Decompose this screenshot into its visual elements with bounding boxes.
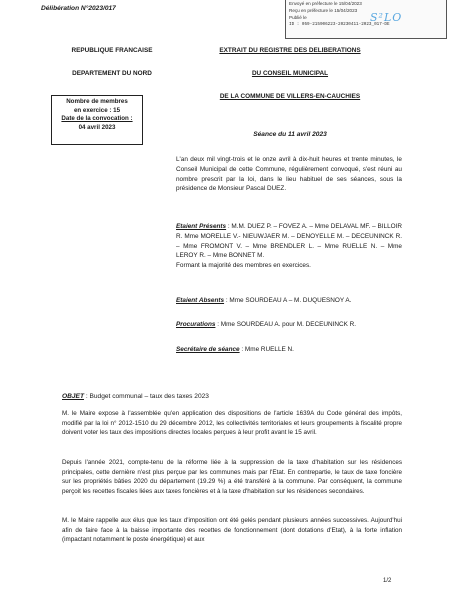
republic-heading: REPUBLIQUE FRANCAISE	[71, 47, 153, 54]
secretary-text: : Mme RUELLE N.	[239, 346, 294, 353]
presents-label: Etaient Présents	[176, 223, 227, 230]
body-paragraph-3: M. le Maire rappelle aux élus que les taux d'imposition ont été gelés pendant plusieurs années successives. Aujourd'hui afin de faire face à la baisse importante des recettes de fonctionnement (dont dotations d'Etat), à la forte inflation (impactant notamment le poste énergétique) et aux	[62, 517, 402, 544]
intro-paragraph: L'an deux mil vingt-trois et le onze avril à dix-huit heures et trente minutes, le Conseil Municipal de cette Commune, régulièrement convoqué, s'est réuni au nombre prescrit par la loi, dans le lieu habituel de ses séances, sous la présidence de Monsieur Pascal DUEZ.	[176, 156, 402, 193]
stamp-line-sent: Envoyé en préfecture le 15/04/2023	[289, 1, 362, 6]
secretary-block	[176, 345, 402, 355]
deliberation-number: Délibération N°2023/017	[41, 5, 116, 12]
stamp-id: ID : 059-215906223-20230411-2023_017-DE	[289, 22, 390, 27]
council-heading: DU CONSEIL MUNICIPAL	[251, 70, 329, 77]
presents-text: : M.M. DUEZ P. – FOVEZ A. – Mme DELAVAL MF. – BILLOIR R. Mme MORELLE V.- NIEUWJAER M. – DENOYELLE M. – DECEUNINCK R. – Mme FROMONT V. – Mme BRENDLER L. – Mme RUELLE N. – Mme LEROY R. – Mme BONNET M.	[176, 223, 402, 260]
commune-heading: DE LA COMMUNE DE VILLERS-EN-CAUCHIES	[219, 93, 361, 100]
convocation-label: Date de la convocation :	[61, 115, 133, 123]
members-label: Nombre de membres	[66, 98, 128, 105]
absents-label: Etaient Absents	[176, 297, 225, 304]
procurations-label: Procurations	[176, 321, 216, 328]
absents-block	[176, 296, 402, 306]
page-number: 1/2	[383, 578, 392, 584]
stamp-line-published: Publié le	[289, 15, 307, 20]
slo-signature-logo: S²LO	[370, 11, 403, 24]
objet-line	[62, 393, 209, 400]
stamp-line-received: Reçu en préfecture le 15/04/2023	[289, 8, 358, 13]
department-heading: DEPARTEMENT DU NORD	[72, 70, 152, 77]
members-info-box	[51, 95, 143, 145]
objet-label: OBJET	[62, 393, 84, 400]
secretary-label: Secrétaire de séance	[176, 346, 240, 353]
majority-text: Formant la majorité des membres en exercices.	[176, 262, 311, 270]
body-paragraph-2: Depuis l'année 2021, compte-tenu de la réforme liée à la suppression de la taxe d'habitation sur les résidences principales, cette dernière n'est plus perçue par les communes mais par l'Etat. En contrepartie, le taux de taxe foncière sur les propriétés bâties 2020 du département (19.29 %) a été transféré à la commune. Par conséquent, la commune perçoit les recettes fiscales liées aux taxes foncières et à la taxe d'habitation sur les résidences secondaires.	[62, 459, 402, 495]
prefecture-stamp	[285, 0, 447, 39]
procurations-text: : Mme SOURDEAU A. pour M. DECEUNINCK R.	[215, 321, 357, 328]
register-extract-heading: EXTRAIT DU REGISTRE DES DELIBERATIONS	[219, 47, 361, 54]
absents-text: : Mme SOURDEAU A – M. DUQUESNOY A.	[224, 297, 352, 304]
objet-text: : Budget communal – taux des taxes 2023	[83, 393, 209, 400]
body-paragraph-1: M. le Maire expose à l'assemblée qu'en application des dispositions de l'article 1639A du Code général des impôts, modifié par la loi n° 2012-1510 du 29 décembre 2012, les collectivités territoriales et leurs groupements à fiscalité propre doivent voter les taux des impositions directes locales perçues à leur profit avant le 15 avril.	[62, 410, 402, 437]
procurations-block	[176, 320, 402, 330]
seance-date: Séance du 11 avril 2023	[253, 131, 327, 138]
convocation-date: 04 avril 2023	[78, 123, 116, 131]
members-count: en exercice : 15	[73, 106, 121, 114]
presents-block	[176, 222, 402, 271]
